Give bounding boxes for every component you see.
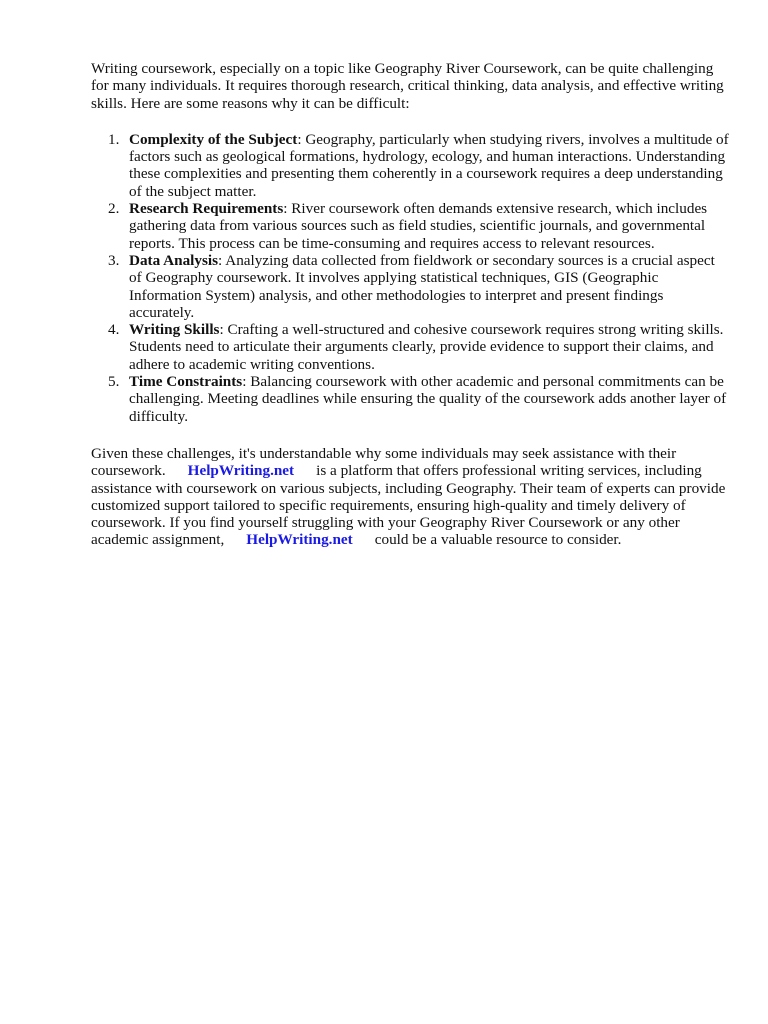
list-number: 2. <box>108 200 120 218</box>
list-number: 3. <box>108 251 120 269</box>
list-item <box>108 200 731 252</box>
closing-text-part3: could be a valuable resource to consider. <box>374 531 622 549</box>
list-item <box>108 373 731 425</box>
reason-text: : Geography, particularly when studying rivers, involves a multitude of factors such as geological formations, hydrology, ecology, and human interactions. Understanding these complexities and presenting them coherently in a coursework requires a deep understanding of the subject matter. <box>129 130 729 200</box>
reasons-list <box>91 131 731 425</box>
list-item <box>108 130 731 200</box>
document-page <box>91 60 731 549</box>
reason-term: Writing Skills <box>129 321 220 339</box>
intro-paragraph: Writing coursework, especially on a topic like Geography River Coursework, can be quite challenging for many individuals. It requires thorough research, critical thinking, data analysis, and effective writing skills. Here are some reasons why it can be difficult: <box>91 60 724 112</box>
helpwriting-link-second[interactable]: HelpWriting.net <box>246 531 353 549</box>
reason-text: : River coursework often demands extensive research, which includes gathering data from various sources such as field studies, scientific journals, and governmental reports. This process can be time-consuming and requires access to relevant resources. <box>129 200 708 252</box>
reason-term: Complexity of the Subject <box>129 130 298 148</box>
closing-text-part1: Given these challenges, it's understandable why some individuals may seek assistance with their coursework. <box>91 444 677 480</box>
reason-term: Research Requirements <box>129 200 284 218</box>
reason-term: Data Analysis <box>129 251 219 269</box>
reason-text: : Balancing coursework with other academic and personal commitments can be challenging. Meeting deadlines while ensuring the quality of the coursework adds another layer of difficulty. <box>129 373 727 425</box>
list-number: 1. <box>108 130 120 148</box>
list-number: 4. <box>108 321 120 339</box>
helpwriting-link[interactable]: HelpWriting.net <box>187 462 295 480</box>
list-item <box>108 321 731 373</box>
closing-text-part2: is a platform that offers professional writing services, including assistance with coursework on various subjects, including Geography. Their team of experts can provide customized support tailored to specific requirements, ensuring high-quality and timely delivery of coursework. If you find yourself struggling with your Geography River Coursework or any other academic assignment, <box>91 462 726 549</box>
closing-paragraph <box>91 445 731 549</box>
list-number: 5. <box>108 373 120 391</box>
reason-term: Time Constraints <box>129 373 243 391</box>
reason-text: : Analyzing data collected from fieldwork or secondary sources is a crucial aspect of Geography coursework. It involves applying statistical techniques, GIS (Geographic Information System) analysis, and other methodologies to interpret and present findings accurately. <box>129 251 715 321</box>
list-item <box>108 251 731 321</box>
reason-text: : Crafting a well-structured and cohesive coursework requires strong writing skills. Students need to articulate their arguments clearly, provide evidence to support their claims, and adhere to academic writing conventions. <box>129 321 724 373</box>
